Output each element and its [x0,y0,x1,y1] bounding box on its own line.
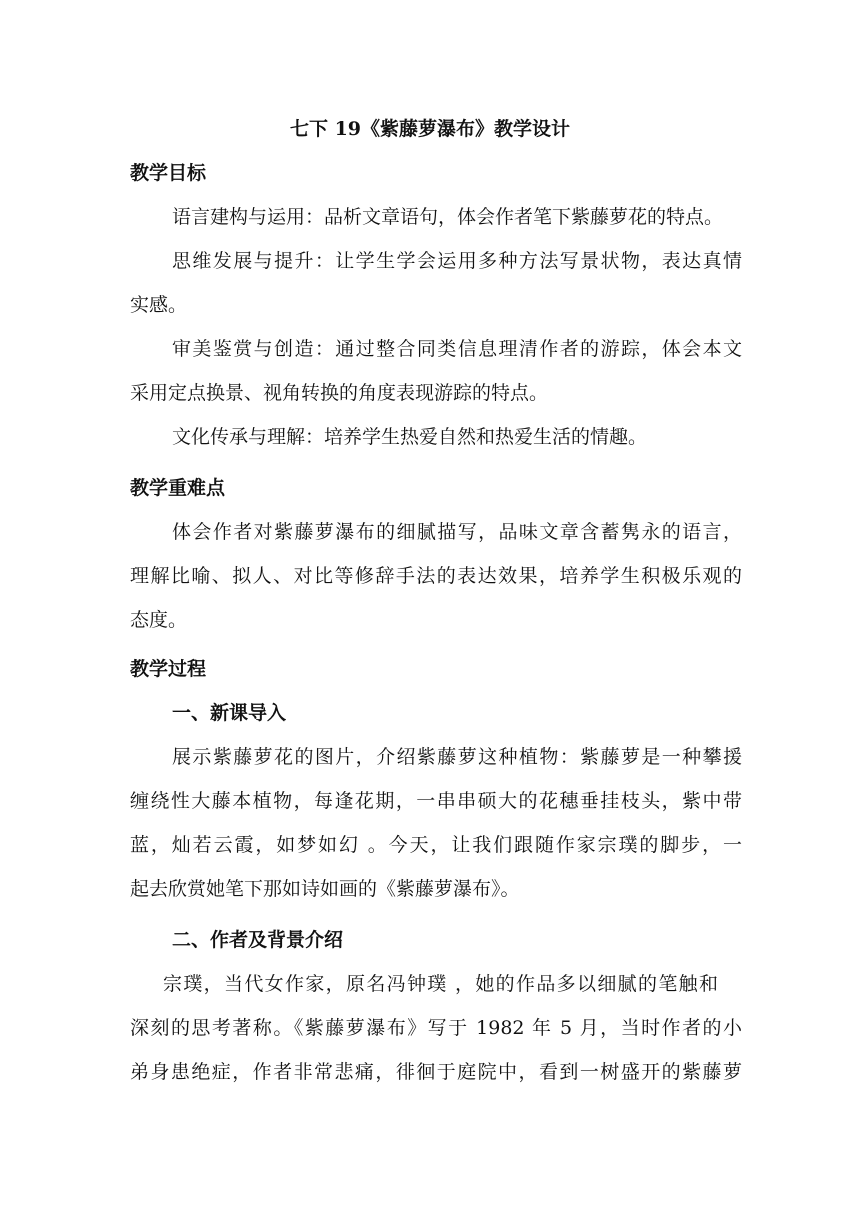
intro-line-4: 起去欣赏她笔下那如诗如画的《紫藤萝瀑布》。 [130,878,520,900]
intro-line-3: 蓝，灿若云霞，如梦如幻 。今天，让我们跟随作家宗璞的脚步，一 [130,834,742,856]
keypoint-line-3: 态度。 [130,609,188,631]
subheading-new-lesson-intro: 一、新课导入 [172,702,287,724]
keypoint-line-1: 体会作者对紫藤萝瀑布的细腻描写，品味文章含蓄隽永的语言， [172,521,742,543]
goal-line-5: 采用定点换景、视角转换的角度表现游踪的特点。 [130,382,549,404]
intro-line-2: 缠绕性大藤本植物，每逢花期，一串串硕大的花穗垂挂枝头，紫中带 [130,790,742,812]
author-line-2: 深刻的思考著称。《紫藤萝瀑布》写于 1982 年 5 月，当时作者的小 [130,1017,742,1039]
subheading-author-background: 二、作者及背景介绍 [172,929,344,951]
heading-teaching-goals: 教学目标 [130,162,207,184]
goal-line-1: 语言建构与运用：品析文章语句，体会作者笔下紫藤萝花的特点。 [172,206,724,228]
author-line-3: 弟身患绝症，作者非常悲痛，徘徊于庭院中，看到一树盛开的紫藤萝 [130,1061,742,1083]
author-line-1: 宗璞，当代女作家，原名冯钟璞 ，她的作品多以细腻的笔触和 [163,973,718,995]
intro-line-1: 展示紫藤萝花的图片，介绍紫藤萝这种植物：紫藤萝是一种攀援 [172,746,742,768]
goal-line-6: 文化传承与理解：培养学生热爱自然和热爱生活的情趣。 [172,426,648,448]
heading-teaching-process: 教学过程 [130,658,207,680]
document-title: 七下 19《紫藤萝瀑布》教学设计 [289,118,571,140]
goal-line-2: 思维发展与提升：让学生学会运用多种方法写景状物，表达真情 [172,250,742,272]
keypoint-line-2: 理解比喻、拟人、对比等修辞手法的表达效果，培养学生积极乐观的 [130,565,742,587]
heading-key-points: 教学重难点 [130,477,226,499]
goal-line-3: 实感。 [130,294,188,316]
goal-line-4: 审美鉴赏与创造：通过整合同类信息理清作者的游踪，体会本文 [172,338,742,360]
